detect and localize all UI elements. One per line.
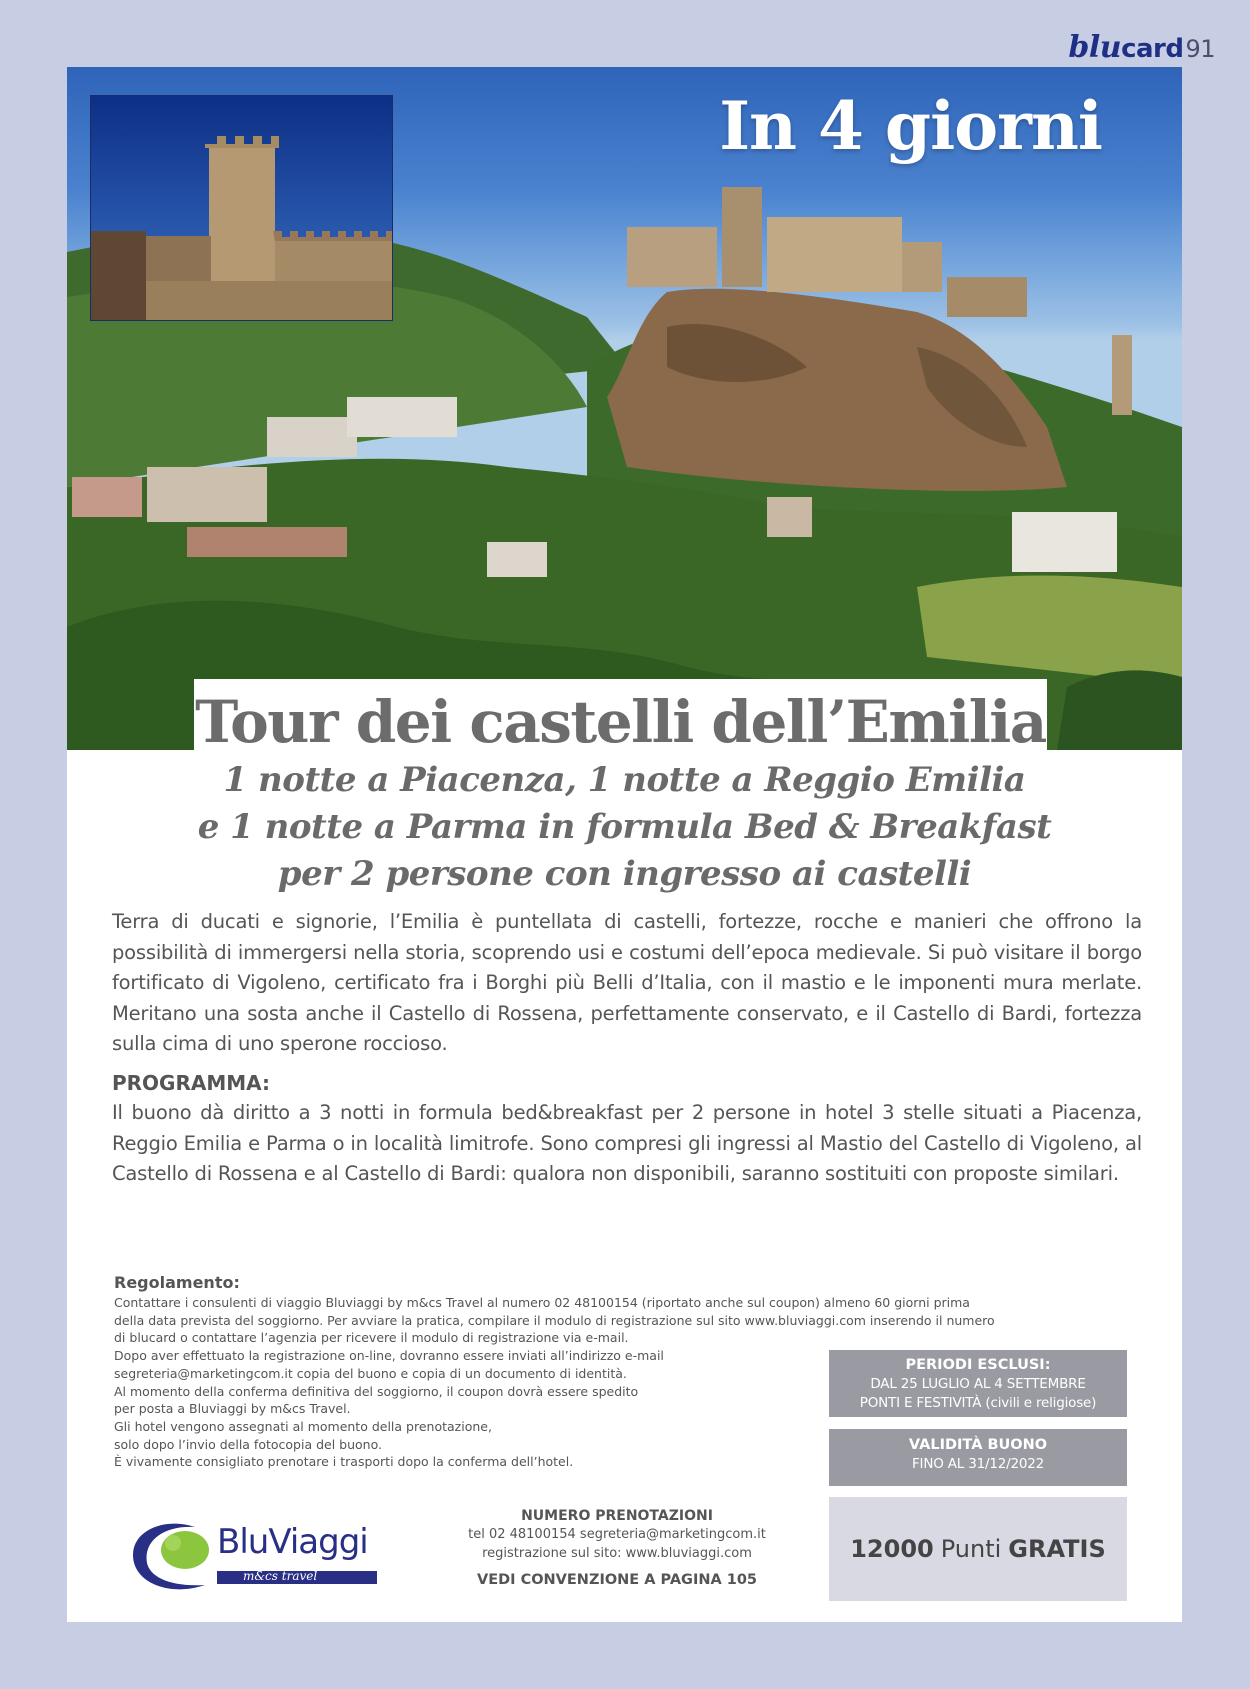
rules-line: Al momento della conferma definitiva del soggiorno, il coupon dovrà essere spedito (114, 1383, 639, 1399)
hero-photo (67, 67, 1182, 750)
page-number: 91 (1185, 35, 1215, 63)
rules-line: di blucard o contattare l’agenzia per ricevere il modulo di registrazione via e-mail. (114, 1330, 629, 1346)
program-heading: PROGRAMMA: (112, 1071, 271, 1095)
inset-castle-photo (90, 95, 393, 321)
points-box (829, 1497, 1127, 1601)
booking-footer: VEDI CONVENZIONE A PAGINA 105 (476, 1572, 758, 1588)
excluded-periods-holidays: PONTI E FESTIVITÀ (civili e religiose) (859, 1395, 1097, 1411)
intro-paragraph: Terra di ducati e signorie, l’Emilia è puntellata di castelli, fortezze, rocche e manieri che offrono la possibilità di immergersi nella storia, scoprendo usi e costumi dell’epoca medievale. Si può visitare il borgo fortificato di Vigoleno, certificato fra i Borghi più Belli d’Italia, con il mastio e le imponenti mura merlate. Meritano una sosta anche il Castello di Rossena, perfettamente conservato, e il Castello di Bardi, fortezza sulla cima di uno sperone roccioso. (112, 910, 1142, 1055)
excluded-periods-box (829, 1350, 1127, 1417)
hero-headline: In 4 giorni (719, 87, 1102, 165)
points-amount: 12000 (850, 1535, 934, 1563)
excluded-periods-title: PERIODI ESCLUSI: (905, 1357, 1051, 1373)
brand-blu: blu (1068, 30, 1122, 65)
subtitle-line: e 1 notte a Parma in formula Bed & Breakfast (197, 807, 1052, 847)
logo-mark-icon (125, 1515, 225, 1593)
subtitle (107, 757, 1142, 898)
subtitle-line: 1 notte a Piacenza, 1 notte a Reggio Emilia (223, 760, 1026, 800)
offer-card (67, 67, 1182, 1622)
rules-line: Dopo aver effettuato la registrazione on-line, dovranno essere inviati all’indirizzo e-mail (114, 1348, 664, 1364)
rules-line: Contattare i consulenti di viaggio Bluviaggi by m&cs Travel al numero 02 48100154 (riportato anche sul coupon) almeno 60 giorni prima (114, 1295, 970, 1310)
validity-box (829, 1429, 1127, 1486)
booking-info (442, 1507, 792, 1592)
rules-heading: Regolamento: (114, 1273, 240, 1292)
bluviaggi-logo (125, 1515, 385, 1593)
title-box (194, 679, 1047, 769)
program-paragraph: Il buono dà diritto a 3 notti in formula bed&breakfast per 2 persone in hotel 3 stelle situati a Piacenza, Reggio Emilia e Parma o in località limitrofe. Sono compresi gli ingressi al Mastio del Castello di Vigoleno, al Castello di Rossena e al Castello di Bardi: qualora non disponibili, saranno sostituiti con proposte similari. (112, 1101, 1142, 1185)
rules-line: È vivamente consigliato prenotare i trasporti dopo la conferma dell’hotel. (114, 1454, 574, 1470)
rules-line: per posta a Bluviaggi by m&cs Travel. (114, 1401, 351, 1417)
logo-text: BluViaggi (217, 1522, 368, 1562)
validity-title: VALIDITÀ BUONO (908, 1437, 1048, 1453)
booking-title: NUMERO PRENOTAZIONI (521, 1508, 713, 1524)
excluded-periods-dates: DAL 25 LUGLIO AL 4 SETTEMBRE (870, 1376, 1086, 1392)
page-header (1068, 30, 1215, 65)
subtitle-line: per 2 persone con ingresso ai castelli (277, 854, 972, 894)
booking-site: registrazione sul sito: www.bluviaggi.com (482, 1546, 752, 1561)
rules-line: solo dopo l’invio della fotocopia del buono. (114, 1436, 382, 1452)
logo-sub: m&cs travel (243, 1569, 318, 1583)
booking-contact: tel 02 48100154 segreteria@marketingcom.it (468, 1527, 766, 1542)
page-title: Tour dei castelli dell’Emilia (195, 688, 1046, 756)
inset-castle-illustration (91, 96, 393, 321)
points-unit: Punti (940, 1535, 1002, 1563)
rules-line: segreteria@marketingcom.it copia del buono e copia di un documento di identità. (114, 1365, 627, 1381)
validity-date: FINO AL 31/12/2022 (911, 1456, 1045, 1472)
points-label: GRATIS (1008, 1535, 1106, 1563)
brand-card: card (1121, 34, 1184, 64)
rules-line: della data prevista del soggiorno. Per avviare la pratica, compilare il modulo di registrazione sul sito www.bluviaggi.com inserendo il numero (114, 1312, 995, 1328)
rules-line: Gli hotel vengono assegnati al momento della prenotazione, (114, 1418, 492, 1434)
